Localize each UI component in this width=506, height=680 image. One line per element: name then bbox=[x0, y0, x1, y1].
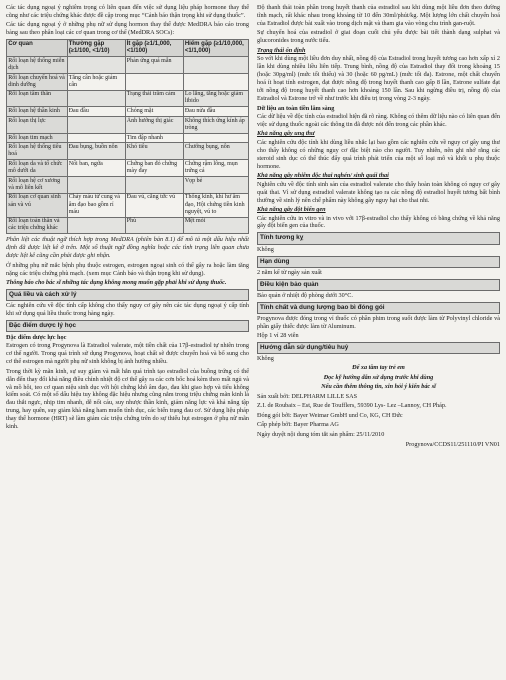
table-cell: Mệt mỏi bbox=[183, 217, 248, 234]
table-cell bbox=[125, 176, 183, 193]
revision-date: Ngày duyệt nội dung tóm tắt sản phẩm: 25/11/2010 bbox=[257, 430, 385, 438]
table-cell-organ: Rối loạn hệ thống miễn dịch bbox=[7, 57, 68, 74]
table-cell bbox=[67, 133, 125, 143]
header-rare: Hiếm gặp (≥1/10,000, <1/1,000) bbox=[183, 40, 248, 57]
table-cell: Phản ứng quá mẫn bbox=[125, 57, 183, 74]
table-cell: Phù bbox=[125, 217, 183, 234]
table-row bbox=[7, 107, 249, 117]
warning-ask-doctor: Nếu cần thêm thông tin, xin hỏi ý kiến bác sĩ bbox=[321, 383, 436, 391]
document-code: Progynova/CCDS11/251110/PI VN01 bbox=[405, 440, 500, 448]
reproductive-toxicity-text: Nghiên cứu về độc tính sinh sản của estradiol valerate cho thấy hoàn toàn không có nguy cơ gây quái thai. Vì sử dụng estradiol valerate không tạo ra các nồng độ estradiol huyết tương bất bình thường về sinh lý nên chế phẩm này không gây nguy hại cho thai nhi. bbox=[257, 180, 500, 204]
table-cell-organ: Rối loạn cơ quan sinh sản và vú bbox=[7, 193, 68, 217]
angioedema-note: Ở những phụ nữ mắc bệnh phụ thuộc estrogen, estrogen ngoại sinh có thể gây ra hoặc làm tăng nặng các triệu chứng phù mạch. (xem mục Cảnh báo và thận trọng khi sử dụng). bbox=[6, 261, 249, 277]
incompatibility-heading: Tính tương kỵ bbox=[257, 232, 500, 244]
header-organ: Cơ quan bbox=[7, 40, 68, 57]
header-uncommon: Ít gặp (≥1/1,000, <1/100) bbox=[125, 40, 183, 57]
table-cell: Đau nửa đầu bbox=[183, 107, 248, 117]
shelf-life-heading: Hạn dùng bbox=[257, 256, 500, 268]
warning-children: Để xa tầm tay trẻ em bbox=[352, 364, 405, 372]
table-cell: Tăng cân hoặc giảm cân bbox=[67, 73, 125, 90]
warning-read: Đọc kỹ hướng dẫn sử dụng trước khi dùng bbox=[323, 373, 434, 381]
table-cell: Chứng ban đỏ chứng mày đay bbox=[125, 160, 183, 177]
steady-state-text: So với khi dùng một liều đơn duy nhất, nồng độ của Estradiol trong huyết tương cao hơn xấp xỉ 2 lần khi dùng nhiều liều liên tiếp. Trung bình, nồng độ của Estradiol thay đổi trong khoảng 15 (hoặc 30pg/ml) (mức tối thiểu) và 30 (hoặc 60 pg/mL) (mức tối đa). Estrone, một chất chuyển hoá ít hoạt tính estrogen, đạt được nồng độ trong huyết thanh cao gấp 8 lần, Estrone sulfate đạt tới nồng độ trong huyết thanh cao hơn khoảng 150 lần. Sau khi ngừng điều trị, nồng độ của Estradiol và Estrone trở về như trước khi điều trị trong vòng 2-3 ngày. bbox=[257, 55, 500, 102]
table-cell bbox=[183, 57, 248, 74]
table-cell: Đau vú, căng tức vú bbox=[125, 193, 183, 217]
table-cell: Tim đập nhanh bbox=[125, 133, 183, 143]
adverse-reactions-table bbox=[6, 39, 249, 234]
table-cell: Thống kinh, khí hư âm đạo, Hội chứng tiền kinh nguyệt, vú to bbox=[183, 193, 248, 217]
steady-state-heading: Trạng thái ổn định bbox=[257, 46, 306, 54]
disposal-value: Không bbox=[257, 355, 274, 363]
shelf-life-value: 2 năm kể từ ngày sản xuất bbox=[257, 268, 322, 276]
notify-doctor: Thông báo cho bác sĩ những tác dụng không mong muốn gặp phải khi sử dụng thuốc. bbox=[6, 279, 227, 287]
table-cell: Đau đầu bbox=[67, 107, 125, 117]
table-cell: Chảy máu tử cung và âm đạo bao gồm rỉ máu bbox=[67, 193, 125, 217]
disposal-heading: Hướng dẫn sử dụng/tiêu huỷ bbox=[257, 342, 500, 354]
table-cell: Chướng bụng, nôn bbox=[183, 143, 248, 160]
table-cell: Chóng mặt bbox=[125, 107, 183, 117]
pharmacodynamics-text-2: Trong thời kỳ mãn kinh, sự suy giảm và mất hẳn quá trình tạo estradiol của buồng trứng có thể dẫn đến thay đổi khả năng điều chỉnh nhiệt độ cơ thể gây ra các cơn bốc hoả kèm theo mất ngủ và vã mồ hôi, teo cơ quan niệu sinh dục với hội chứng khô âm đạo, đau khi giao hợp và tiểu không kiểm soát. Có một số dấu hiệu tuy không đặc hiệu nhưng cũng nằm trong triệu chứng mãn kinh là đau thắt ngực, nhịp tim nhanh, dễ nổi cáu, suy nhược thần kinh, giảm năng lực và khả năng tập trung, hay quên, suy giảm khả năng ham muốn tình dục, các biến trạng đau cơ. Sử dụng liệu pháp thay thế hormone (HRT) sẽ làm giảm các triệu chứng trên do sự thiếu hụt estrogen ở phụ nữ mãn kinh. bbox=[6, 367, 249, 431]
overdose-heading: Quá liều và cách xử lý bbox=[6, 289, 249, 301]
meddra-intro: Các tác dụng ngoại ý ở những phụ nữ sử dụng hormon thay thế được MedDRA báo cáo trong bảng sau theo phân loại các cơ quan trong cơ thể (MedDRA SOCs): bbox=[6, 21, 249, 37]
storage-heading: Điều kiện bảo quản bbox=[257, 279, 500, 291]
table-cell-organ: Rối loạn chuyển hoá và dinh dưỡng bbox=[7, 73, 68, 90]
packaging-value: Progynova được đóng trong vỉ thuốc có phần phim trong suốt được làm từ Polyvinyl chloride và phần giấy thiếc được làm từ Aluminum. bbox=[257, 314, 500, 330]
table-cell bbox=[67, 90, 125, 107]
clearance-text: Độ thanh thải toàn phần trong huyết thanh của estradiol sau khi dùng một liều đơn theo đường tĩnh mạch, rất khác nhau trong khoảng từ 10 đến 30ml/phút/kg. Một lượng lớn chất chuyển hoá của Estradiol được bài xuất vào trong dịch mật và tham gia vào vòng chu trình gan-ruột. bbox=[257, 4, 500, 27]
incompatibility-value: Không bbox=[257, 245, 274, 253]
table-cell: Khó tiêu bbox=[125, 143, 183, 160]
right-column bbox=[257, 4, 500, 676]
table-body bbox=[7, 57, 249, 234]
table-row bbox=[7, 217, 249, 234]
manufacturer: Sản xuất bởi: DELPHARM LILLE SAS bbox=[257, 392, 358, 400]
adverse-intro: Các tác dụng ngoại ý nghiêm trọng có liên quan đến việc sử dụng liệu pháp hormone thay thế cũng như các triệu chứng khác được đề cập trong mục “Cảnh báo thận trọng khi sử dụng thuốc”. bbox=[6, 4, 249, 19]
table-row bbox=[7, 143, 249, 160]
header-common: Thường gặp (≥1/100, <1/10) bbox=[67, 40, 125, 57]
pharmacology-heading: Đặc điểm dược lý học bbox=[6, 320, 249, 332]
table-note: Phân liệt các thuật ngữ thích hợp trong MedDRA (phiên bản 8.1) để mô tả một dấu hiệu nhất định đã được liệt kê ở trên. Một số thuật ngữ đồng nghĩa hoặc các tình trạng liên quan chưa được liệt kê cũng cần phải được ghi nhận. bbox=[6, 236, 249, 260]
table-cell: Vọp bẻ bbox=[183, 176, 248, 193]
table-cell-organ: Rối loạn tâm thần bbox=[7, 90, 68, 107]
table-cell-organ: Rối loạn hệ thần kinh bbox=[7, 107, 68, 117]
table-cell: Ảnh hưởng thị giác bbox=[125, 117, 183, 134]
table-cell: Nổi ban, ngứa bbox=[67, 160, 125, 177]
table-cell bbox=[67, 217, 125, 234]
preclinical-heading: Dữ liệu an toàn tiền lâm sàng bbox=[257, 104, 335, 112]
table-cell bbox=[67, 176, 125, 193]
table-cell-organ: Rối loạn da và tổ chức mô dưới da bbox=[7, 160, 68, 177]
carcinogenicity-heading: Khả năng gây ung thư bbox=[257, 130, 315, 138]
table-cell: Không thích ứng kính áp tròng bbox=[183, 117, 248, 134]
pharmacodynamics-heading: Đặc điểm dược lực học bbox=[6, 333, 67, 341]
overdose-text: Các nghiên cứu về độc tính cấp không cho thấy nguy cơ gây nên các tác dụng ngoại ý cấp tính khi sử dụng quá liều thuốc trong hàng ngày. bbox=[6, 302, 249, 318]
table-cell: Chứng rậm lông, mụn trứng cá bbox=[183, 160, 248, 177]
mutagenicity-heading: Khả năng gây đột biến gen bbox=[257, 206, 326, 214]
table-cell-organ: Rối loạn thị lực bbox=[7, 117, 68, 134]
table-row bbox=[7, 176, 249, 193]
table-cell: Trạng thái trầm cảm bbox=[125, 90, 183, 107]
table-row bbox=[7, 160, 249, 177]
table-row bbox=[7, 73, 249, 90]
table-cell bbox=[125, 73, 183, 90]
table-cell bbox=[67, 57, 125, 74]
packager: Đóng gói bởi: Bayer Weimar GmbH und Co, KG, CH Đức bbox=[257, 411, 403, 419]
left-column bbox=[6, 4, 249, 676]
table-cell bbox=[67, 117, 125, 134]
metabolism-text: Sự chuyển hoá của estradiol ở giai đoạn cuối chủ yếu được bài tiết thành dạng sulphat và glucoronides trong nước tiểu. bbox=[257, 29, 500, 45]
preclinical-text: Các dữ liệu về độc tính của estradiol hiện đã rõ ràng. Không có thêm dữ liệu nào có liên quan đến việc sử dụng thuốc ngoài các thông tin đã được nói đến trong các phần khác. bbox=[257, 112, 500, 128]
packaging-count: Hộp 1 vỉ 28 viên bbox=[257, 332, 299, 339]
table-row bbox=[7, 57, 249, 74]
table-row bbox=[7, 90, 249, 107]
license-holder: Cấp phép bởi: Bayer Pharma AG bbox=[257, 421, 339, 429]
table-cell bbox=[183, 73, 248, 90]
table-cell bbox=[183, 133, 248, 143]
table-row bbox=[7, 133, 249, 143]
storage-value: Bảo quản ở nhiệt độ phòng dưới 30°C. bbox=[257, 291, 353, 299]
reproductive-toxicity-heading: Khả năng gây nhiễm độc thai nghén/ sinh quái thai bbox=[257, 172, 389, 180]
packaging-heading: Tính chất và dung lượng bao bì đóng gói bbox=[257, 302, 500, 314]
pharmacodynamics-text-1: Estrogen có trong Progynova là Estradiol valerate, một tiền chất của 17β-estradiol tự nhiên trong cơ thể người. Trong quá trình sử dụng Progynova, hoạt chất sẽ được chuyển hoá và bổ sung cho cơ thể estrogen mà người phụ nữ sinh không bị ảnh hưởng nhiều. bbox=[6, 342, 249, 366]
table-cell-organ: Rối loạn toàn thân và các triệu chứng khác bbox=[7, 217, 68, 234]
manufacturer-address: Z.I. de Roubaix – Est, Rue de Toufflers, 59390 Lys- Lez –Lannoy, CH Pháp. bbox=[257, 402, 447, 410]
table-row bbox=[7, 193, 249, 217]
table-row bbox=[7, 117, 249, 134]
table-header-row bbox=[7, 40, 249, 57]
table-cell: Đau bụng, buồn nôn bbox=[67, 143, 125, 160]
mutagenicity-text: Các nghiên cứu in vitro và in vivo với 17β-estradiol cho thấy không có bằng chứng về khả năng gây đột biến gen của thuốc. bbox=[257, 214, 500, 230]
table-cell: Lo lắng, tăng hoặc giảm libido bbox=[183, 90, 248, 107]
table-cell-organ: Rối loạn tim mạch bbox=[7, 133, 68, 143]
carcinogenicity-text: Các nghiên cứu độc tính khi dùng liều nhắc lại bao gồm các nghiên cứu về nguy cơ gây ung thư cho thấy không có những nguy cơ đặc biệt nào cho người. Tuy nhiên, nên ghi nhớ rằng các steroid sinh dục có thể thúc đẩy quá trình phát triển của một số loại mô và khối u phụ thuộc hormone. bbox=[257, 138, 500, 170]
table-cell-organ: Rối loạn hệ thống tiêu hoá bbox=[7, 143, 68, 160]
table-cell-organ: Rối loạn hệ cơ xương và mô liên kết bbox=[7, 176, 68, 193]
